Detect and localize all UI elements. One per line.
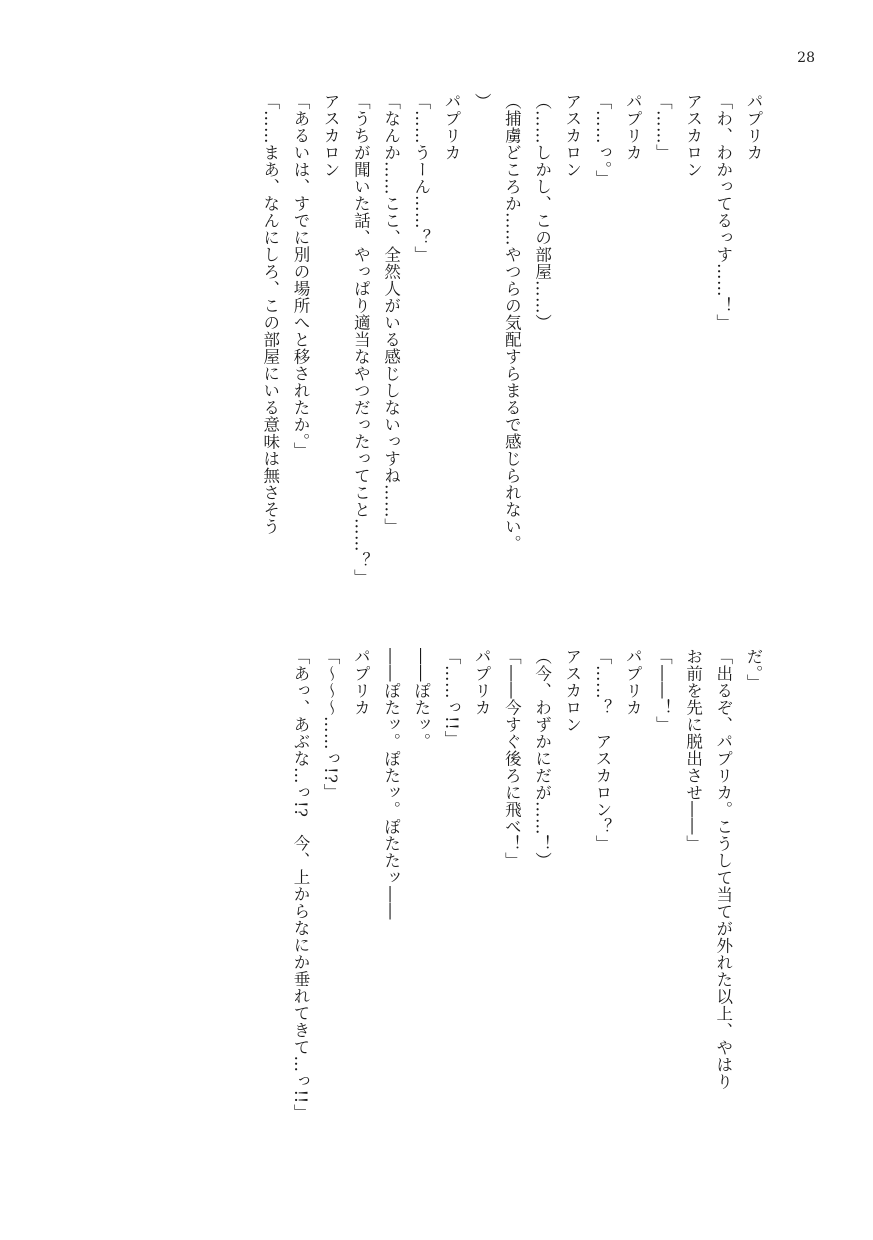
- text-line: パプリカ: [472, 648, 492, 716]
- text-line: （今、わずかにだが……！）: [532, 648, 552, 869]
- text-line: アスカロン: [321, 93, 341, 178]
- text-line: 「……っ!!」: [441, 648, 461, 748]
- text-line: 「～～～……っ!?」: [321, 648, 341, 801]
- page-number: 28: [797, 50, 815, 66]
- text-line: アスカロン: [562, 648, 582, 733]
- text-line: 「出るぞ、パプリカ。こうして当てが外れた以上、やはり: [713, 648, 733, 1090]
- text-line: （……しかし、この部屋……）: [532, 93, 552, 331]
- text-line: 「なんか……ここ、全然人がいる感じしないっすね……」: [381, 93, 401, 535]
- text-line: 「……うーん……？」: [411, 93, 431, 263]
- text-line: パプリカ: [623, 93, 643, 161]
- text-line: 「……？ アスカロン？」: [592, 648, 612, 852]
- text-line: 「あっ、あぶな…っ!? 今、上からなにか垂れてきて…っ!!」: [290, 648, 310, 1121]
- lower-text-block: [88, 648, 768, 1148]
- text-line: 「……」: [653, 93, 673, 161]
- text-line: パプリカ: [351, 648, 371, 716]
- text-line: 「うちが聞いた話、やっぱり適当なやつだったってこと……？」: [351, 93, 371, 586]
- text-line: アスカロン: [562, 93, 582, 178]
- text-line: お前を先に脱出させ――」: [683, 648, 703, 852]
- text-line: 「……っ。」: [592, 93, 612, 187]
- text-line: （捕虜どころか……やつらの気配すらまるで感じられない。: [502, 93, 522, 552]
- upper-text-block: [88, 93, 768, 593]
- text-line: パプリカ: [744, 93, 763, 161]
- text-line: 「――！」: [653, 648, 673, 733]
- text-line: 「――今すぐ後ろに飛べ！」: [502, 648, 522, 869]
- text-line: ――ぽたッ。: [411, 648, 431, 750]
- text-line: アスカロン: [683, 93, 703, 178]
- text-line: 「あるいは、すでに別の場所へと移されたか。」: [290, 93, 310, 459]
- text-line: ）: [472, 93, 492, 110]
- text-line: 「わ、わかってるっす……！」: [713, 93, 733, 331]
- text-line: 「……まあ、なんにしろ、この部屋にいる意味は無さそう: [260, 93, 280, 535]
- text-line: パプリカ: [623, 648, 643, 716]
- text-line: ――ぽたッ。ぽたッ。ぽたたッ――: [381, 648, 401, 920]
- text-line: パプリカ: [441, 93, 461, 161]
- text-line: だ。」: [744, 648, 763, 691]
